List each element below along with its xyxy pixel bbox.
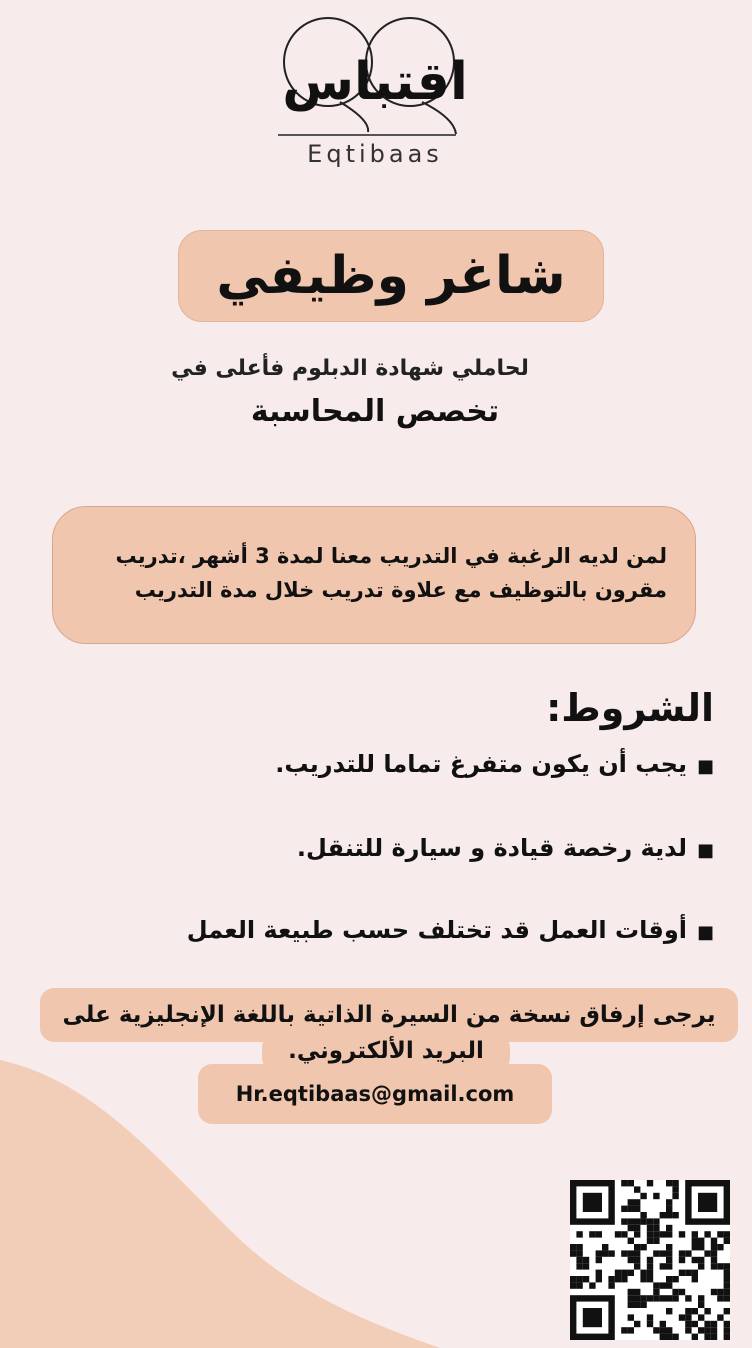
training-line-1: لمن لديه الرغبة في التدريب معنا لمدة 3 أشهر ،تدريب: [115, 544, 667, 568]
subtitle-line-2: تخصص المحاسبة: [250, 394, 500, 429]
bullet-icon: ■: [696, 922, 714, 943]
logo: [250, 10, 500, 180]
condition-item: ■يجب أن يكون متفرغ تماما للتدريب.: [275, 750, 714, 778]
email-address[interactable]: Hr.eqtibaas@gmail.com: [235, 1082, 515, 1106]
title-badge: [178, 230, 604, 322]
logo-divider: [278, 134, 456, 136]
qr-code-icon: [570, 1180, 730, 1340]
cv-note-line-2: البريد الألكتروني.: [262, 1034, 510, 1072]
page-title: شاغر وظيفي: [216, 246, 566, 306]
conditions-title: الشروط:: [546, 686, 714, 730]
subtitle-line-1: لحاملي شهادة الدبلوم فأعلى في: [171, 356, 529, 381]
training-info-box: [52, 506, 696, 644]
condition-item: ■أوقات العمل قد تختلف حسب طبيعة العمل: [186, 916, 714, 944]
condition-item: ■لدية رخصة قيادة و سيارة للتنقل.: [296, 834, 714, 862]
logo-english-text: Eqtibaas: [307, 140, 443, 168]
training-line-2: مقرون بالتوظيف مع علاوة تدريب خلال مدة التدريب: [134, 578, 667, 602]
logo-arabic-text: اقتباس: [282, 52, 468, 112]
bullet-icon: ■: [696, 756, 714, 777]
email-badge: [198, 1064, 552, 1124]
cv-note-line-1: يرجى إرفاق نسخة من السيرة الذاتية باللغة الإنجليزية على: [40, 988, 738, 1042]
bullet-icon: ■: [696, 840, 714, 861]
